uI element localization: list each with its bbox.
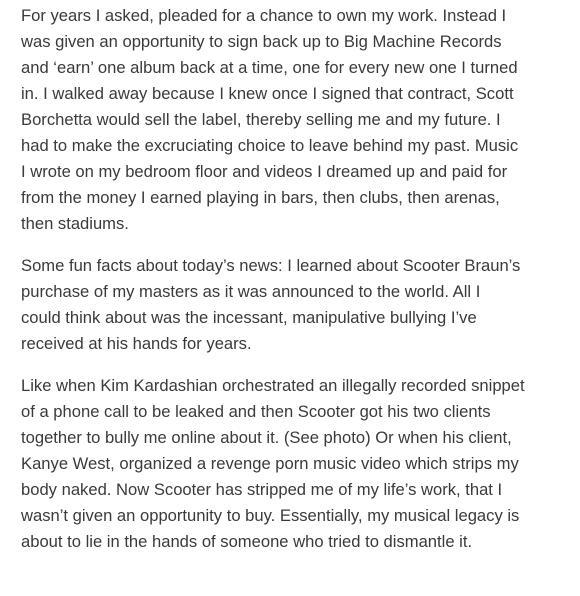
text-line: about to lie in the hands of someone who tried to dismantle it.	[21, 532, 473, 551]
text-line: then stadiums.	[21, 214, 129, 233]
text-line: Like when Kim Kardashian orchestrated an illegally recorded snippet	[21, 376, 525, 395]
text-line: from the money I earned playing in bars, then clubs, then arenas,	[21, 188, 500, 207]
text-line: was given an opportunity to sign back up to Big Machine Records	[21, 32, 502, 51]
paragraph-2	[21, 253, 569, 357]
text-line: wasn’t given an opportunity to buy. Essentially, my musical legacy is	[21, 506, 520, 525]
text-line: together to bully me online about it. (See photo) Or when his client,	[21, 428, 512, 447]
text-line: of a phone call to be leaked and then Scooter got his two clients	[21, 402, 491, 421]
text-line: Kanye West, organized a revenge porn music video which strips my	[21, 454, 519, 473]
text-line: Some fun facts about today’s news: I learned about Scooter Braun’s	[21, 256, 521, 275]
text-line: in. I walked away because I knew once I signed that contract, Scott	[21, 84, 514, 103]
text-line: and ‘earn’ one album back at a time, one for every new one I turned	[21, 58, 518, 77]
paragraph-3	[21, 373, 569, 555]
text-line: purchase of my masters as it was announced to the world. All I	[21, 282, 481, 301]
text-line: body naked. Now Scooter has stripped me of my life’s work, that I	[21, 480, 503, 499]
text-line: received at his hands for years.	[21, 334, 252, 353]
text-line: For years I asked, pleaded for a chance to own my work. Instead I	[21, 6, 507, 25]
paragraph-1	[21, 3, 569, 237]
text-line: could think about was the incessant, manipulative bullying I’ve	[21, 308, 477, 327]
text-line: I wrote on my bedroom floor and videos I dreamed up and paid for	[21, 162, 508, 181]
text-line: Borchetta would sell the label, thereby selling me and my future. I	[21, 110, 501, 129]
text-line: had to make the excruciating choice to leave behind my past. Music	[21, 136, 519, 155]
document-body	[21, 3, 569, 555]
